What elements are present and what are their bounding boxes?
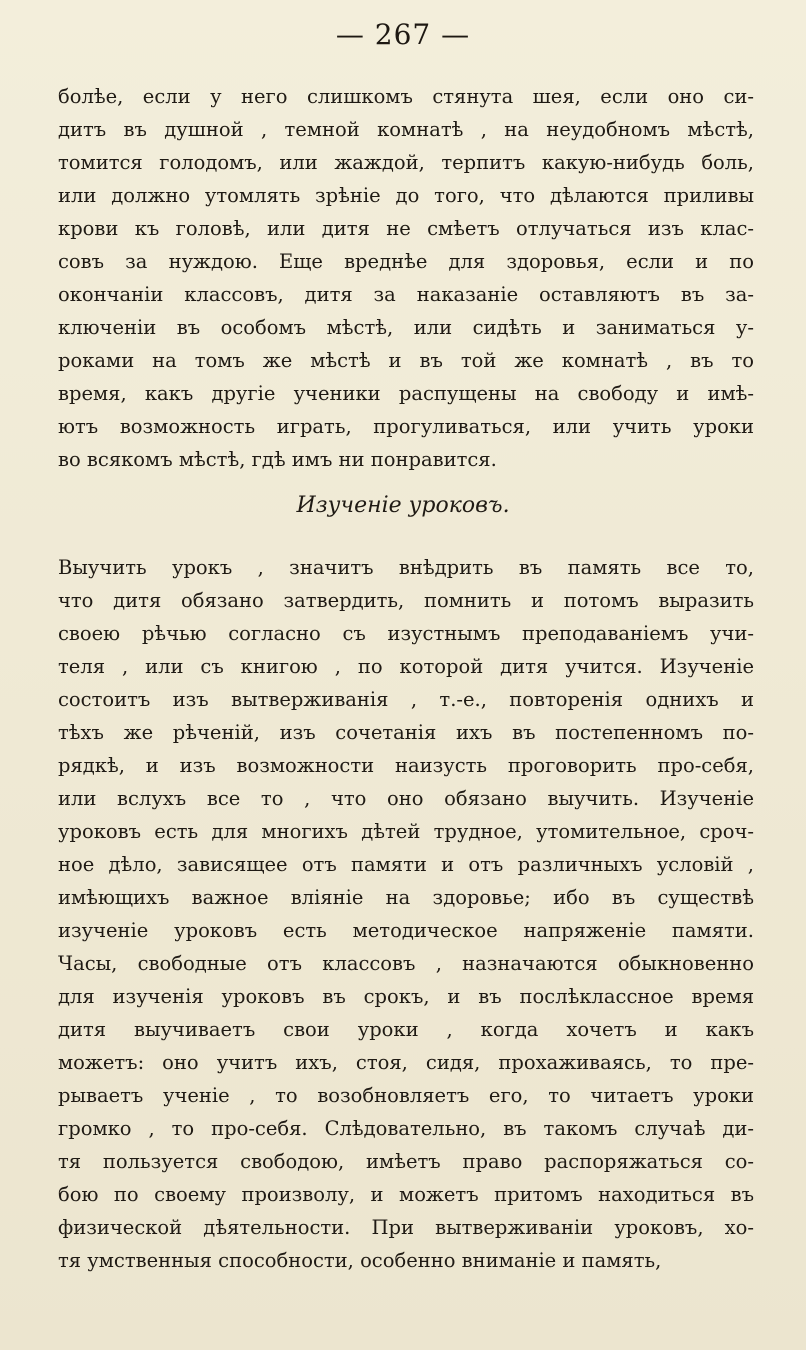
paragraph-1 [58,80,754,476]
text-line: ютъ возможность играть, прогуливаться, или учить уроки [58,415,754,438]
text-line: ное дѣло, зависящее отъ памяти и отъ различныхъ условій , [58,853,754,876]
text-line: роками на томъ же мѣстѣ и въ той же комнатѣ , въ то [58,349,754,372]
text-line: громко , то про-себя. Слѣдовательно, въ такомъ случаѣ ди- [58,1117,754,1140]
text-line: имѣющихъ важное вліяніе на здоровье; ибо въ существѣ [58,886,754,909]
text-line: тя умственныя способности, особенно вниманіе и память, [58,1249,662,1272]
text-line: крови къ головѣ, или дитя не смѣетъ отлучаться изъ клас- [58,217,754,240]
text-line: изученіе уроковъ есть методическое напряженіе памяти. [58,919,754,942]
text-line: или вслухъ все то , что оно обязано выучить. Изученіе [58,787,754,810]
text-line: или должно утомлять зрѣніе до того, что дѣлаются приливы [58,184,754,207]
text-line: рываетъ ученіе , то возобновляетъ его, то читаетъ уроки [58,1084,754,1107]
text-line: рядкѣ, и изъ возможности наизусть проговорить про-себя, [58,754,754,777]
text-line: ключеніи въ особомъ мѣстѣ, или сидѣть и заниматься у- [58,316,754,339]
text-line: совъ за нуждою. Еще вреднѣе для здоровья, если и по [58,250,754,273]
text-line: тѣхъ же рѣченій, изъ сочетанія ихъ въ постепенномъ по- [58,721,754,744]
text-line: бою по своему произволу, и можетъ притомъ находиться въ [58,1183,754,1206]
text-line: что дитя обязано затвердить, помнить и потомъ выразить [58,589,754,612]
text-line: физической дѣятельности. При вытверживаніи уроковъ, хо- [58,1216,754,1239]
text-line: своею рѣчью согласно съ изустнымъ преподаваніемъ учи- [58,622,754,645]
text-line: дитъ въ душной , темной комнатѣ , на неудобномъ мѣстѣ, [58,118,754,141]
text-line: уроковъ есть для многихъ дѣтей трудное, утомительное, сроч- [58,820,754,843]
text-line: время, какъ другіе ученики распущены на свободу и имѣ- [58,382,754,405]
text-line: для изученія уроковъ въ срокъ, и въ послѣклассное время [58,985,754,1008]
page-number: — 267 — [335,18,471,51]
text-line: состоитъ изъ вытверживанія , т.-е., повторенія однихъ и [58,688,754,711]
text-line: томится голодомъ, или жаждой, терпитъ какую-нибудь боль, [58,151,754,174]
section-heading: Изученіе уроковъ. [296,493,510,518]
text-line: тя пользуется свободою, имѣетъ право распоряжаться со- [58,1150,754,1173]
text-line: болѣе, если у него слишкомъ стянута шея, если оно си- [58,85,754,108]
text-line: окончаніи классовъ, дитя за наказаніе оставляютъ въ за- [58,283,754,306]
text-line: Выучить урокъ , значитъ внѣдрить въ память все то, [58,556,754,579]
paragraph-2 [58,551,754,1277]
text-line: во всякомъ мѣстѣ, гдѣ имъ ни понравится. [58,448,497,471]
text-line: теля , или съ книгою , по которой дитя учится. Изученіе [58,655,754,678]
text-line: Часы, свободные отъ классовъ , назначаются обыкновенно [58,952,754,975]
text-line: дитя выучиваетъ свои уроки , когда хочетъ и какъ [58,1018,754,1041]
text-line: можетъ: оно учитъ ихъ, стоя, сидя, прохаживаясь, то пре- [58,1051,754,1074]
